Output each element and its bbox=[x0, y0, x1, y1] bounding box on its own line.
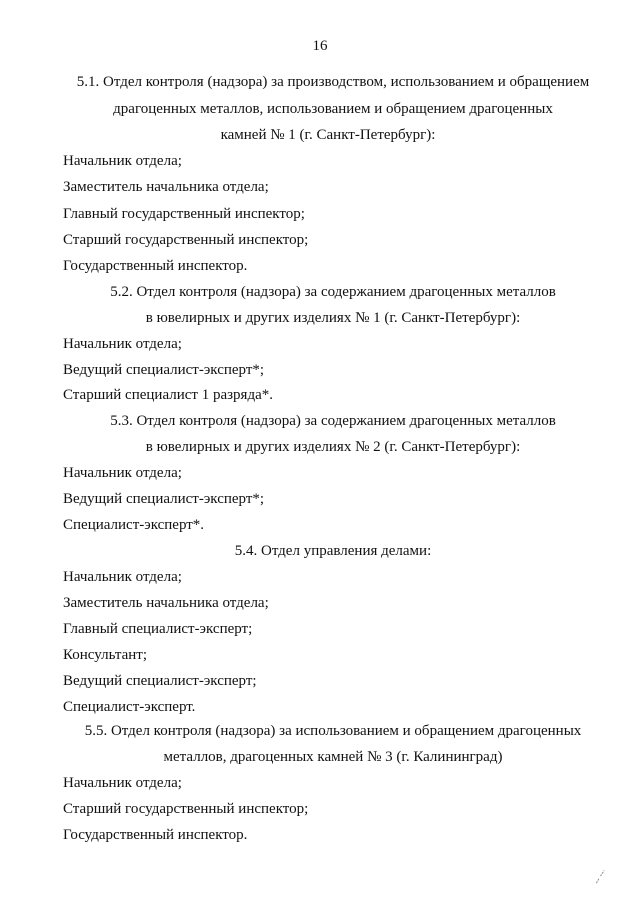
page-number: 16 bbox=[312, 38, 328, 54]
section-5-4-heading: 5.4. Отдел управления делами: bbox=[234, 543, 432, 559]
section-5-5-position: Старший государственный инспектор; bbox=[63, 801, 309, 817]
section-5-1-position: Заместитель начальника отдела; bbox=[63, 179, 269, 195]
section-5-1-heading-line-1: 5.1. Отдел контроля (надзора) за производством, использованием и обращением bbox=[76, 74, 590, 90]
section-5-3-heading-line-1: 5.3. Отдел контроля (надзора) за содержанием драгоценных металлов bbox=[110, 413, 556, 429]
section-5-5-position: Начальник отдела; bbox=[63, 775, 182, 791]
section-5-2-heading-line-1: 5.2. Отдел контроля (надзора) за содержанием драгоценных металлов bbox=[110, 284, 556, 300]
section-5-4-position: Консультант; bbox=[63, 647, 147, 663]
section-5-2-position: Ведущий специалист-эксперт*; bbox=[63, 362, 265, 378]
section-5-3-position: Специалист-эксперт*. bbox=[63, 517, 205, 533]
section-5-4-position: Начальник отдела; bbox=[63, 569, 182, 585]
section-5-1-heading-line-2: драгоценных металлов, использованием и обращением драгоценных bbox=[113, 101, 553, 117]
section-5-4-position: Заместитель начальника отдела; bbox=[63, 595, 269, 611]
section-5-4-position: Главный специалист-эксперт; bbox=[63, 621, 253, 637]
section-5-4-position: Специалист-эксперт. bbox=[63, 699, 196, 715]
section-5-3-position: Начальник отдела; bbox=[63, 465, 182, 481]
section-5-1-heading-line-3: камней № 1 (г. Санкт-Петербург): bbox=[220, 127, 436, 143]
section-5-2-position: Начальник отдела; bbox=[63, 336, 182, 352]
section-5-1-position: Главный государственный инспектор; bbox=[63, 206, 305, 222]
section-5-3-heading-line-2: в ювелирных и других изделиях № 2 (г. Санкт-Петербург): bbox=[145, 439, 521, 455]
section-5-1-position: Старший государственный инспектор; bbox=[63, 232, 309, 248]
section-5-3-position: Ведущий специалист-эксперт*; bbox=[63, 491, 265, 507]
section-5-5-heading-line-1: 5.5. Отдел контроля (надзора) за использованием и обращением драгоценных bbox=[84, 723, 582, 739]
section-5-5-position: Государственный инспектор. bbox=[63, 827, 248, 843]
section-5-5-heading-line-2: металлов, драгоценных камней № 3 (г. Калининград) bbox=[163, 749, 503, 765]
scan-mark-icon bbox=[592, 869, 611, 886]
section-5-2-heading-line-2: в ювелирных и других изделиях № 1 (г. Санкт-Петербург): bbox=[145, 310, 521, 326]
section-5-1-position: Государственный инспектор. bbox=[63, 258, 248, 274]
section-5-1-position: Начальник отдела; bbox=[63, 153, 182, 169]
section-5-4-position: Ведущий специалист-эксперт; bbox=[63, 673, 257, 689]
section-5-2-position: Старший специалист 1 разряда*. bbox=[63, 387, 273, 403]
